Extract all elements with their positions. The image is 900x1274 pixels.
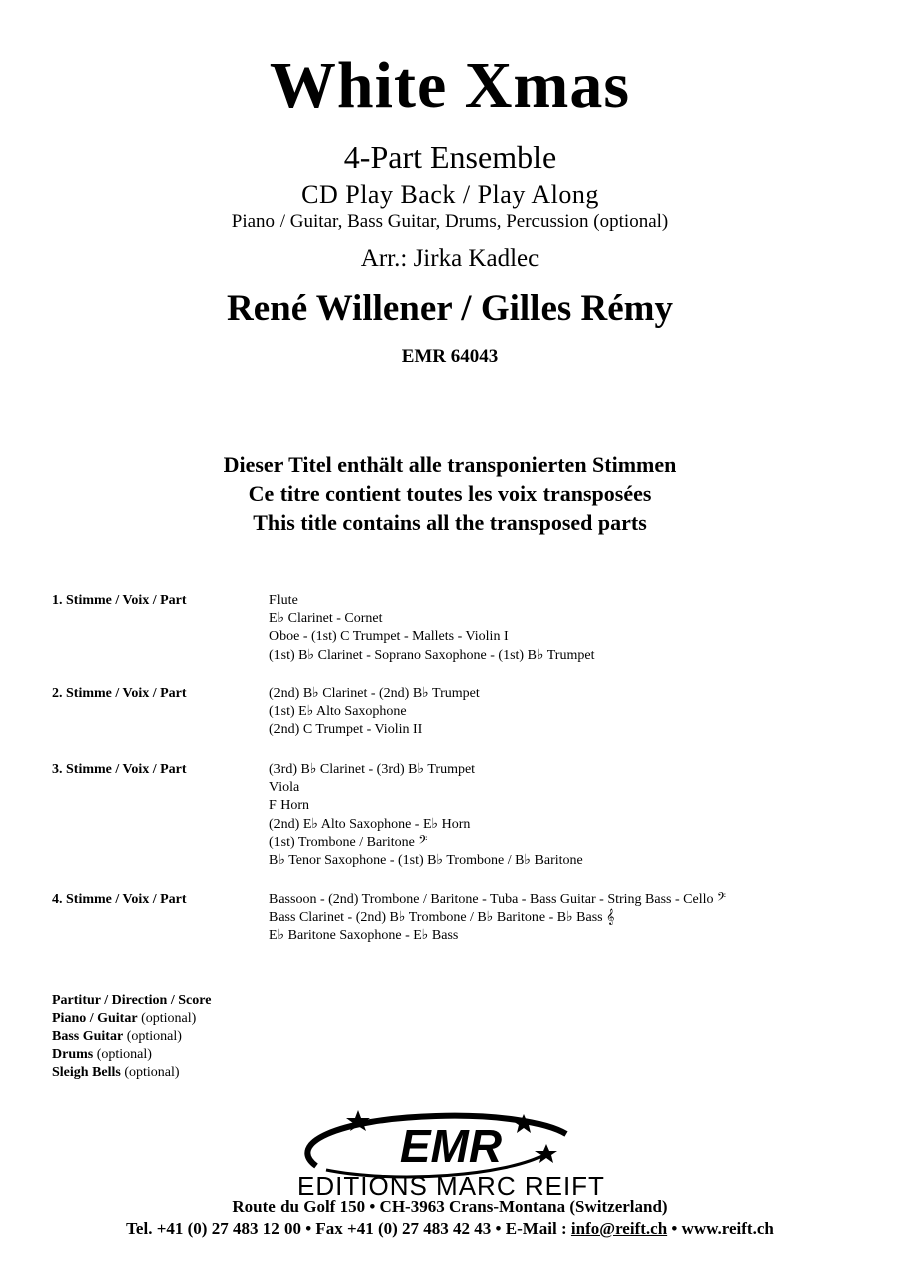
part-3-label: 3. Stimme / Voix / Part xyxy=(52,762,187,777)
instrument-line: E♭ Baritone Saxophone - E♭ Bass xyxy=(269,928,459,944)
ensemble-type: 4-Part Ensemble xyxy=(343,139,557,175)
arranger: Arr.: Jirka Kadlec xyxy=(360,245,540,272)
part-1-label: 1. Stimme / Voix / Part xyxy=(52,593,187,608)
instrument-line: Bass Clarinet - (2nd) B♭ Trombone / B♭ Baritone - B♭ Bass 𝄞 xyxy=(269,910,615,926)
extra-part: Partitur / Direction / Score xyxy=(52,993,212,1008)
instrument-line: F Horn xyxy=(269,798,310,814)
star-icon xyxy=(535,1144,557,1163)
publisher-contact: Tel. +41 (0) 27 483 12 00 • Fax +41 (0) 27 483 42 43 • E-Mail : info@reift.ch • www.reift.ch xyxy=(126,1219,774,1238)
instrument-line: (2nd) E♭ Alto Saxophone - E♭ Horn xyxy=(269,816,471,832)
instrument-line: (1st) Trombone / Baritone 𝄢 xyxy=(269,834,428,850)
rhythm-instruments: Piano / Guitar, Bass Guitar, Drums, Percussion (optional) xyxy=(231,211,669,232)
email-link[interactable]: info@reift.ch xyxy=(570,1219,668,1238)
extra-part: Sleigh Bells (optional) xyxy=(52,1065,180,1080)
logo-mark: EMR xyxy=(399,1120,503,1172)
additional-parts xyxy=(52,992,211,1082)
publisher-name: EDITIONS MARC REIFT xyxy=(297,1171,605,1198)
part-4-instruments xyxy=(269,891,726,946)
extra-part: Drums (optional) xyxy=(52,1047,152,1062)
instrument-line: (2nd) C Trumpet - Violin II xyxy=(269,722,423,738)
part-2-label: 2. Stimme / Voix / Part xyxy=(52,686,187,701)
emr-logo xyxy=(246,1104,656,1198)
song-title: White Xmas xyxy=(269,49,631,122)
instrument-line: (2nd) B♭ Clarinet - (2nd) B♭ Trumpet xyxy=(269,686,480,701)
notice-french: Ce titre contient toutes les voix transposées xyxy=(248,481,652,506)
notice-english: This title contains all the transposed parts xyxy=(253,510,647,535)
notice-german: Dieser Titel enthält alle transponierten Stimmen xyxy=(223,452,677,477)
transposed-parts-notice xyxy=(0,450,900,537)
playback-info: CD Play Back / Play Along xyxy=(301,180,599,209)
instrument-line: Bassoon - (2nd) Trombone / Baritone - Tuba - Bass Guitar - String Bass - Cello 𝄢 xyxy=(269,892,726,907)
instrument-line: E♭ Clarinet - Cornet xyxy=(269,611,383,627)
extra-part: Bass Guitar (optional) xyxy=(52,1029,182,1044)
composers: René Willener / Gilles Rémy xyxy=(226,288,673,329)
instrument-line: Viola xyxy=(269,780,300,796)
instrument-line: Flute xyxy=(269,593,298,608)
instrument-line: Oboe - (1st) C Trumpet - Mallets - Violin I xyxy=(269,629,509,645)
part-3-instruments xyxy=(269,761,583,870)
part-1-instruments xyxy=(269,592,594,665)
instrument-line: B♭ Tenor Saxophone - (1st) B♭ Trombone / B♭ Baritone xyxy=(269,853,583,869)
instrument-line: (1st) B♭ Clarinet - Soprano Saxophone - (1st) B♭ Trumpet xyxy=(269,647,595,663)
instrument-line: (3rd) B♭ Clarinet - (3rd) B♭ Trumpet xyxy=(269,762,476,777)
publisher-address: Route du Golf 150 • CH-3963 Crans-Montana (Switzerland) xyxy=(232,1197,668,1216)
part-2-instruments xyxy=(269,685,480,740)
catalog-number: EMR 64043 xyxy=(401,346,499,367)
instrument-line: (1st) E♭ Alto Saxophone xyxy=(269,704,407,720)
part-4-label: 4. Stimme / Voix / Part xyxy=(52,892,187,907)
extra-part: Piano / Guitar (optional) xyxy=(52,1011,197,1026)
